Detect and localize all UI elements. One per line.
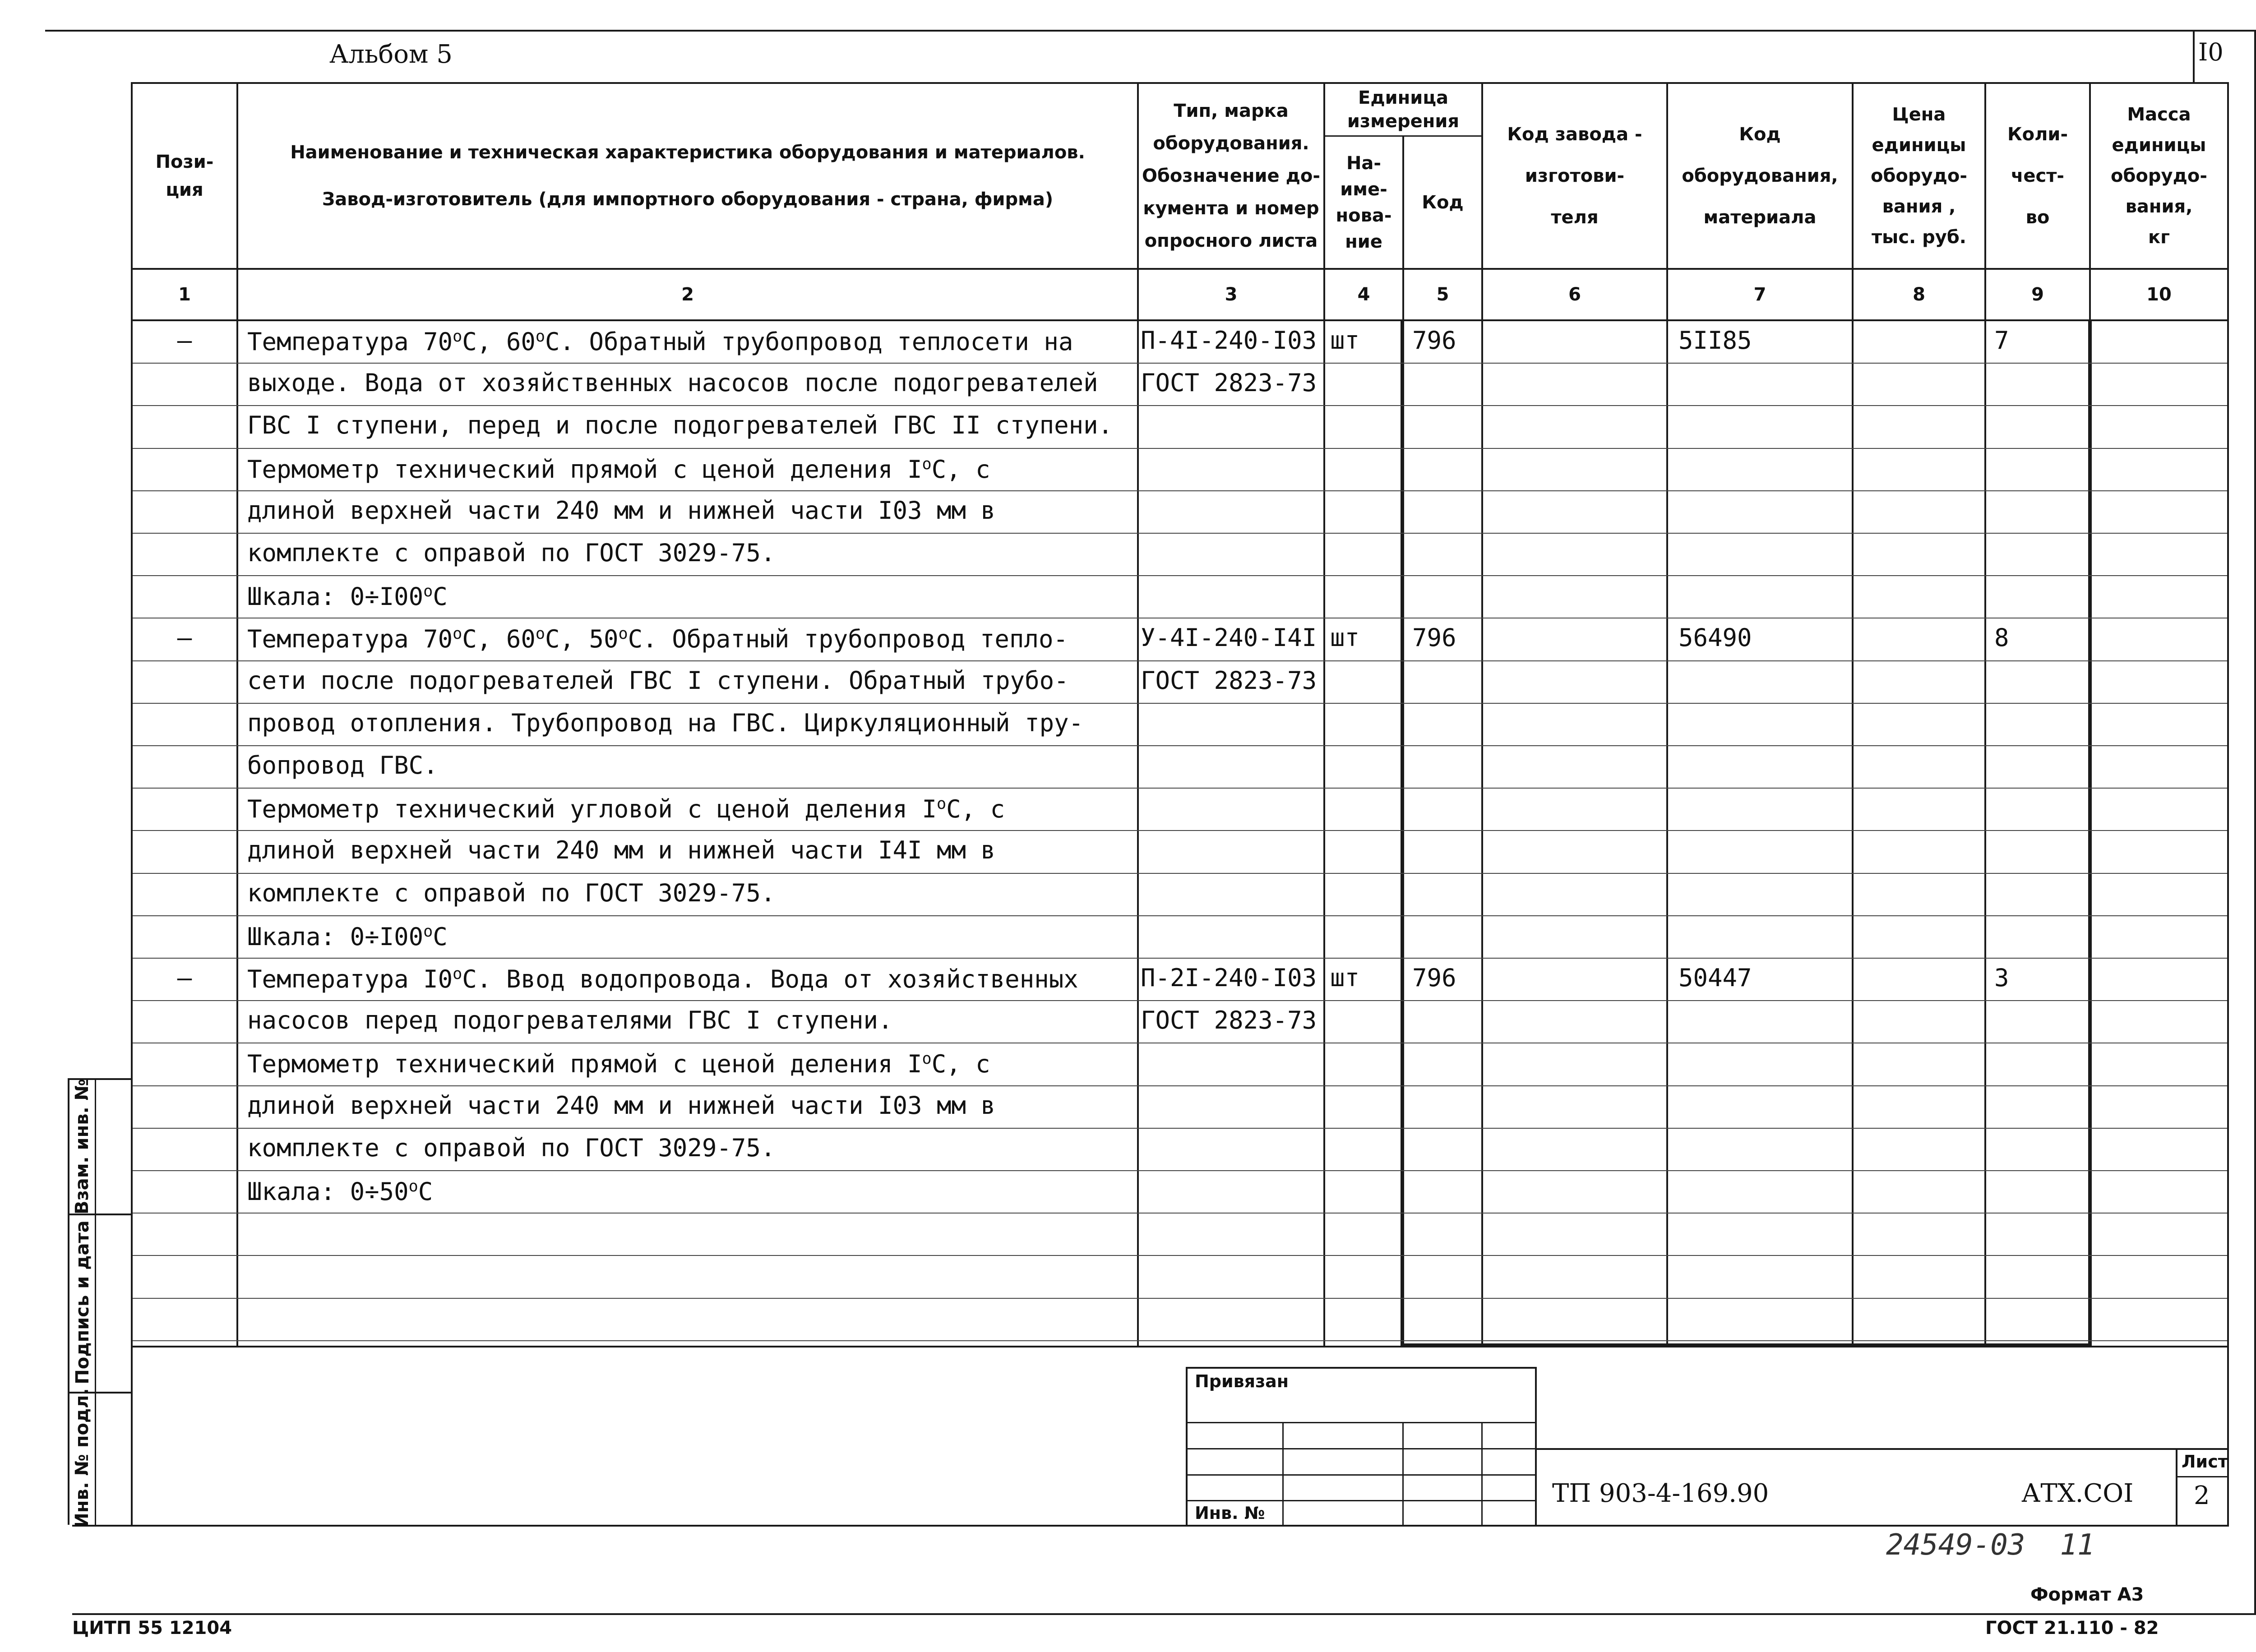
cell-quantity: 7 (1994, 326, 2009, 355)
cell-description: Температура 70$^o$С, 60$^o$С. Обратный трубопровод теплосети на (247, 327, 1073, 356)
col-number: 4 (1357, 284, 1370, 305)
header-mass: Масса единицы оборудо- вания, кг (2111, 104, 2207, 248)
cell-description: длиной верхней части 240 мм и нижней части I03 мм в (247, 496, 996, 525)
cell-equipment-code: 5II85 (1678, 326, 1752, 355)
cell-description: комплекте с оправой по ГОСТ 3029-75. (247, 878, 776, 907)
side-label-inv-podl: Инв. № подл. (72, 1388, 92, 1528)
cell-description: насосов перед подогревателями ГВС I ступени. (247, 1006, 893, 1035)
cell-unit: шт (1330, 623, 1360, 652)
cell-description: Шкала: $0\div I00^oС$ (247, 922, 448, 951)
cell-equipment-code: 56490 (1678, 623, 1752, 652)
cell-description: провод отопления. Трубопровод на ГВС. Циркуляционный тру- (247, 708, 1084, 737)
stamp-privyazan: Привязан (1195, 1371, 1289, 1391)
cell-description: Термометр технический угловой с ценой деления $I^oС$, с (247, 794, 1005, 824)
header-name: Наименование и техническая характеристика оборудования и материалов. Завод-изготовитель (для импортного оборудования - страна, фирма) (290, 142, 1085, 210)
side-label-podpis: Подпись и дата (72, 1220, 93, 1384)
cell-position: — (177, 964, 192, 992)
col-number: 3 (1225, 284, 1238, 305)
cell-description: ГВС I ступени, перед и после подогревателей ГВС II ступени. (247, 411, 1113, 440)
cell-type: ГОСТ 2823-73 (1141, 1006, 1317, 1035)
corner-number: I0 (2198, 38, 2224, 66)
cell-description: Шкала: $0\div 50^oС$ (247, 1177, 433, 1206)
cell-quantity: 8 (1994, 623, 2009, 652)
footer-left: ЦИТП 55 12104 (72, 1618, 232, 1638)
col-number: 8 (1913, 284, 1925, 305)
cell-unit-code: 796 (1412, 623, 1456, 652)
header-price: Цена единицы оборудо- вания , тыс. руб. (1871, 104, 1967, 248)
col-number: 7 (1753, 284, 1766, 305)
cell-description: выходе. Вода от хозяйственных насосов после подогревателей (247, 369, 1098, 397)
col-number: 2 (681, 284, 694, 305)
cell-type: П-2I-240-I03 (1141, 964, 1317, 992)
header-type: Тип, марка оборудования. Обозначение до- кумента и номер опросного листа (1142, 101, 1320, 251)
cell-description: Шкала: $0\div I00^oС$ (247, 582, 448, 611)
footer-format: Формат А3 (2030, 1584, 2144, 1605)
cell-type: ГОСТ 2823-73 (1141, 666, 1317, 695)
header-plant-code: Код завода - изготови- теля (1507, 124, 1642, 228)
cell-type: У-4I-240-I4I (1141, 623, 1317, 652)
header-unit-group: Единица измерения (1347, 88, 1460, 132)
cell-unit: шт (1330, 964, 1360, 992)
cell-position: — (177, 623, 192, 652)
handwritten-number: 24549-03 11 (1886, 1528, 2095, 1562)
sheet-label: Лист (2182, 1452, 2228, 1472)
cell-description: сети после подогревателей ГВС I ступени. Обратный трубо- (247, 666, 1069, 695)
cell-unit-code: 796 (1412, 964, 1456, 992)
cell-description: Температура 70$^o$С, 60$^o$С, 50$^o$С. Обратный трубопровод тепло- (247, 624, 1068, 654)
cell-description: длиной верхней части 240 мм и нижней части I4I мм в (247, 836, 996, 865)
cell-equipment-code: 50447 (1678, 964, 1752, 992)
album-label: Альбом 5 (329, 40, 453, 69)
stamp-inv-no: Инв. № (1195, 1503, 1265, 1523)
cell-description: комплекте с оправой по ГОСТ 3029-75. (247, 539, 776, 567)
col-number: 5 (1436, 284, 1449, 305)
header-quantity: Коли- чест- во (2007, 124, 2068, 228)
cell-description: Термометр технический прямой с ценой деления $I^oС$, с (247, 454, 990, 484)
document-code: АТХ.СОI (2021, 1479, 2134, 1508)
header-equipment-code: Код оборудования, материала (1682, 124, 1838, 228)
cell-unit: шт (1330, 326, 1360, 355)
cell-type: ГОСТ 2823-73 (1141, 369, 1317, 397)
header-unit-name: На- име- нова- ние (1336, 152, 1392, 252)
cell-type: П-4I-240-I03 (1141, 326, 1317, 355)
cell-description: Температура I0$^o$С. Ввод водопровода. Вода от хозяйственных (247, 964, 1078, 993)
cell-description: Термометр технический прямой с ценой деления $I^oС$, с (247, 1049, 990, 1079)
cell-quantity: 3 (1994, 964, 2009, 992)
header-position: Пози- ция (155, 152, 214, 200)
cell-description: комплекте с оправой по ГОСТ 3029-75. (247, 1133, 776, 1162)
project-code: ТП 903-4-169.90 (1552, 1479, 1769, 1508)
col-number: 9 (2031, 284, 2044, 305)
cell-description: длиной верхней части 240 мм и нижней части I03 мм в (247, 1091, 996, 1120)
col-number: 10 (2146, 284, 2172, 305)
cell-unit-code: 796 (1412, 326, 1456, 355)
cell-position: — (177, 326, 192, 355)
header-unit-code: Код (1422, 192, 1464, 213)
sheet-number: 2 (2194, 1481, 2210, 1510)
cell-description: бопровод ГВС. (247, 751, 438, 780)
side-label-vzam: Взам. инв. № (72, 1079, 92, 1214)
col-number: 6 (1568, 284, 1581, 305)
footer-gost: ГОСТ 21.110 - 82 (1985, 1618, 2159, 1638)
col-number: 1 (178, 284, 191, 305)
